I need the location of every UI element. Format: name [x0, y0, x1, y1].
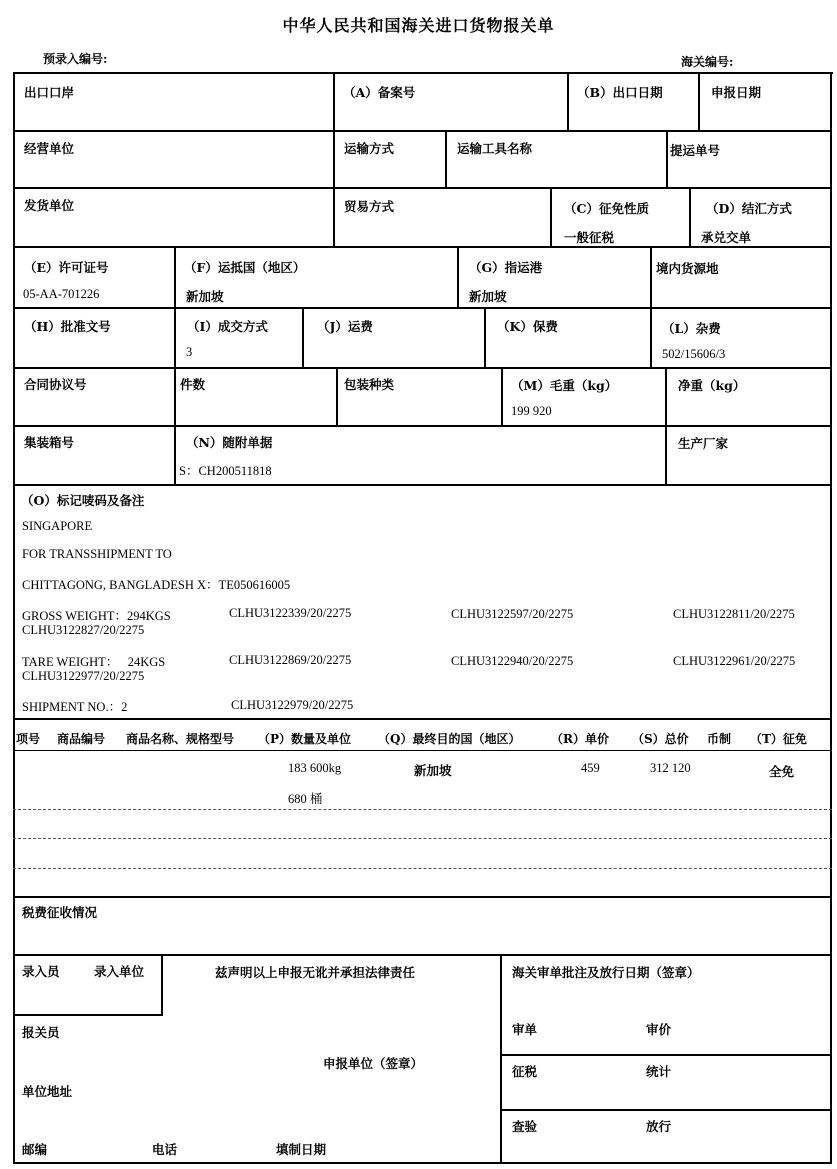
inspection-label: 查验 [512, 1119, 538, 1134]
row-line [13, 307, 832, 309]
form-title: 中华人民共和国海关进口货物报关单 [282, 16, 555, 35]
row-line [500, 1054, 831, 1056]
gross-weight-value: 199 920 [511, 404, 552, 418]
marks-line: FOR TRANSSHIPMENT TO [22, 547, 172, 561]
approval-no-label: （H）批准文号 [24, 319, 111, 334]
pre-entry-no-label: 预录入编号: [43, 52, 108, 66]
row-line [13, 187, 832, 189]
col-line [333, 187, 335, 247]
col-line [161, 954, 163, 1016]
container-no-label: 集装箱号 [24, 435, 75, 450]
marks-line: SINGAPORE [22, 519, 93, 533]
border-right [830, 72, 832, 1164]
gross-weight-mark: GROSS WEIGHT：294KGS [22, 609, 171, 623]
col-header-quantity: （P）数量及单位 [258, 732, 352, 746]
border-left [13, 72, 15, 1164]
col-line [302, 307, 304, 368]
dest-port-label: （G）指运港 [469, 260, 543, 275]
transport-mode-label: 运输方式 [344, 141, 395, 156]
item-quantity-1: 183 600kg [288, 761, 342, 775]
misc-fee-label: （L）杂费 [662, 321, 721, 336]
row-line [13, 718, 832, 720]
col-header-levy: （T）征免 [750, 732, 807, 746]
col-header-currency: 币制 [707, 732, 732, 746]
dashed-line [13, 809, 832, 810]
row-line [500, 1109, 831, 1111]
col-line [174, 246, 176, 308]
col-line [666, 130, 668, 188]
container-number: CLHU3122977/20/2275 [22, 669, 145, 683]
col-line [698, 72, 700, 131]
fill-date-label: 填制日期 [276, 1142, 327, 1157]
shipment-no-mark: SHIPMENT NO.：2 [22, 700, 128, 714]
tax-label: 征税 [512, 1064, 538, 1079]
license-value: 05-AA-701226 [23, 287, 100, 301]
col-line [174, 367, 176, 426]
phone-label: 电话 [152, 1142, 178, 1157]
row-line [13, 246, 832, 248]
col-line [550, 187, 552, 247]
container-number: CLHU3122961/20/2275 [673, 654, 796, 668]
review-label: 审单 [512, 1022, 538, 1037]
insurance-label: （K）保费 [497, 319, 558, 334]
row-line [13, 130, 832, 132]
misc-fee-value: 502/15606/3 [662, 347, 726, 361]
documents-value: S：CH200511818 [179, 464, 272, 478]
tare-weight-mark: TARE WEIGHT： 24KGS [22, 655, 166, 669]
settlement-value: 承兑交单 [701, 230, 752, 245]
item-quantity-2: 680 桶 [288, 792, 323, 806]
declare-date-label: 申报日期 [711, 85, 762, 100]
row-line [13, 367, 832, 369]
tax-status-label: 税费征收情况 [22, 905, 98, 920]
border-bottom [13, 1162, 832, 1164]
col-line [174, 425, 176, 485]
container-number: CLHU3122597/20/2275 [451, 607, 574, 621]
trade-mode-label: 贸易方式 [344, 199, 395, 214]
item-total-price: 312 120 [650, 761, 691, 775]
col-header-unit-price: （R）单价 [551, 732, 609, 746]
row-line [13, 1014, 163, 1016]
license-label: （E）许可证号 [24, 260, 109, 275]
container-number: CLHU3122940/20/2275 [451, 654, 574, 668]
dest-port-value: 新加坡 [469, 289, 507, 304]
col-line [445, 130, 447, 188]
statistics-label: 统计 [646, 1064, 672, 1079]
col-line [501, 367, 503, 426]
item-levy: 全免 [769, 764, 795, 779]
declaring-unit-seal-label: 申报单位（签章） [323, 1056, 424, 1071]
deal-mode-label: （I）成交方式 [187, 319, 268, 334]
container-number: CLHU3122827/20/2275 [22, 623, 145, 637]
release-label: 放行 [646, 1119, 672, 1134]
container-number: CLHU3122979/20/2275 [231, 698, 354, 712]
export-port-label: 出口口岸 [24, 85, 75, 100]
customs-no-label: 海关编号: [681, 55, 734, 69]
dashed-line [13, 868, 832, 869]
origin-country-value: 新加坡 [186, 289, 224, 304]
col-line [567, 72, 569, 131]
vehicle-name-label: 运输工具名称 [457, 141, 533, 156]
row-line [13, 425, 832, 427]
col-line [500, 954, 502, 1163]
unit-address-label: 单位地址 [22, 1084, 73, 1099]
declarant-label: 报关员 [22, 1025, 60, 1040]
marks-label: （O）标记唛码及备注 [21, 493, 145, 508]
price-review-label: 审价 [646, 1022, 672, 1037]
col-line [336, 367, 338, 426]
col-line [484, 307, 486, 368]
record-no-label: （A）备案号 [343, 85, 416, 100]
col-header-item-no: 项号 [16, 732, 41, 746]
packaging-label: 包装种类 [344, 377, 395, 392]
col-line [665, 425, 667, 485]
levy-nature-value: 一般征税 [564, 230, 615, 245]
domestic-source-label: 境内货源地 [656, 261, 719, 276]
net-weight-label: 净重（kg） [678, 378, 746, 393]
origin-country-label: （F）运抵国（地区） [184, 260, 306, 275]
col-line [689, 187, 691, 247]
freight-label: （J）运费 [317, 319, 373, 334]
border-top [13, 72, 833, 74]
gross-weight-label: （M）毛重（kg） [511, 378, 618, 393]
customs-approval-label: 海关审单批注及放行日期（签章） [512, 965, 700, 980]
deal-mode-value: 3 [186, 345, 193, 359]
export-date-label: （B）出口日期 [577, 85, 663, 100]
item-destination: 新加坡 [414, 763, 452, 778]
col-header-destination: （Q）最终目的国（地区） [378, 732, 521, 746]
col-line [333, 130, 335, 188]
levy-nature-label: （C）征免性质 [564, 201, 649, 216]
col-line [650, 246, 652, 308]
row-line [13, 750, 832, 751]
settlement-label: （D）结汇方式 [706, 201, 792, 216]
operating-unit-label: 经营单位 [24, 141, 75, 156]
col-header-total-price: （S）总价 [632, 732, 689, 746]
item-unit-price: 459 [581, 761, 600, 775]
postcode-label: 邮编 [22, 1142, 48, 1157]
col-header-commodity-name: 商品名称、规格型号 [126, 732, 235, 746]
row-line [13, 954, 832, 956]
col-header-commodity-code: 商品编号 [57, 732, 106, 746]
contract-no-label: 合同协议号 [24, 377, 87, 392]
declaration-text: 兹声明以上申报无讹并承担法律责任 [215, 965, 416, 980]
col-line [457, 246, 459, 308]
marks-line: CHITTAGONG, BANGLADESH X：TE050616005 [22, 578, 291, 592]
pieces-label: 件数 [180, 377, 206, 392]
entry-unit-label: 录入单位 [94, 964, 145, 979]
col-line [333, 72, 335, 131]
container-number: CLHU3122811/20/2275 [673, 607, 795, 621]
container-number: CLHU3122339/20/2275 [229, 606, 352, 620]
col-line [650, 307, 652, 368]
documents-label: （N）随附单据 [186, 435, 273, 450]
dashed-line [13, 838, 832, 839]
row-line [13, 896, 832, 898]
row-line [13, 484, 832, 486]
col-line [665, 367, 667, 426]
entry-clerk-label: 录入员 [22, 964, 60, 979]
shipper-label: 发货单位 [24, 198, 75, 213]
manufacturer-label: 生产厂家 [678, 436, 729, 451]
col-line [174, 307, 176, 368]
bill-no-label: 提运单号 [670, 143, 721, 158]
container-number: CLHU3122869/20/2275 [229, 653, 352, 667]
